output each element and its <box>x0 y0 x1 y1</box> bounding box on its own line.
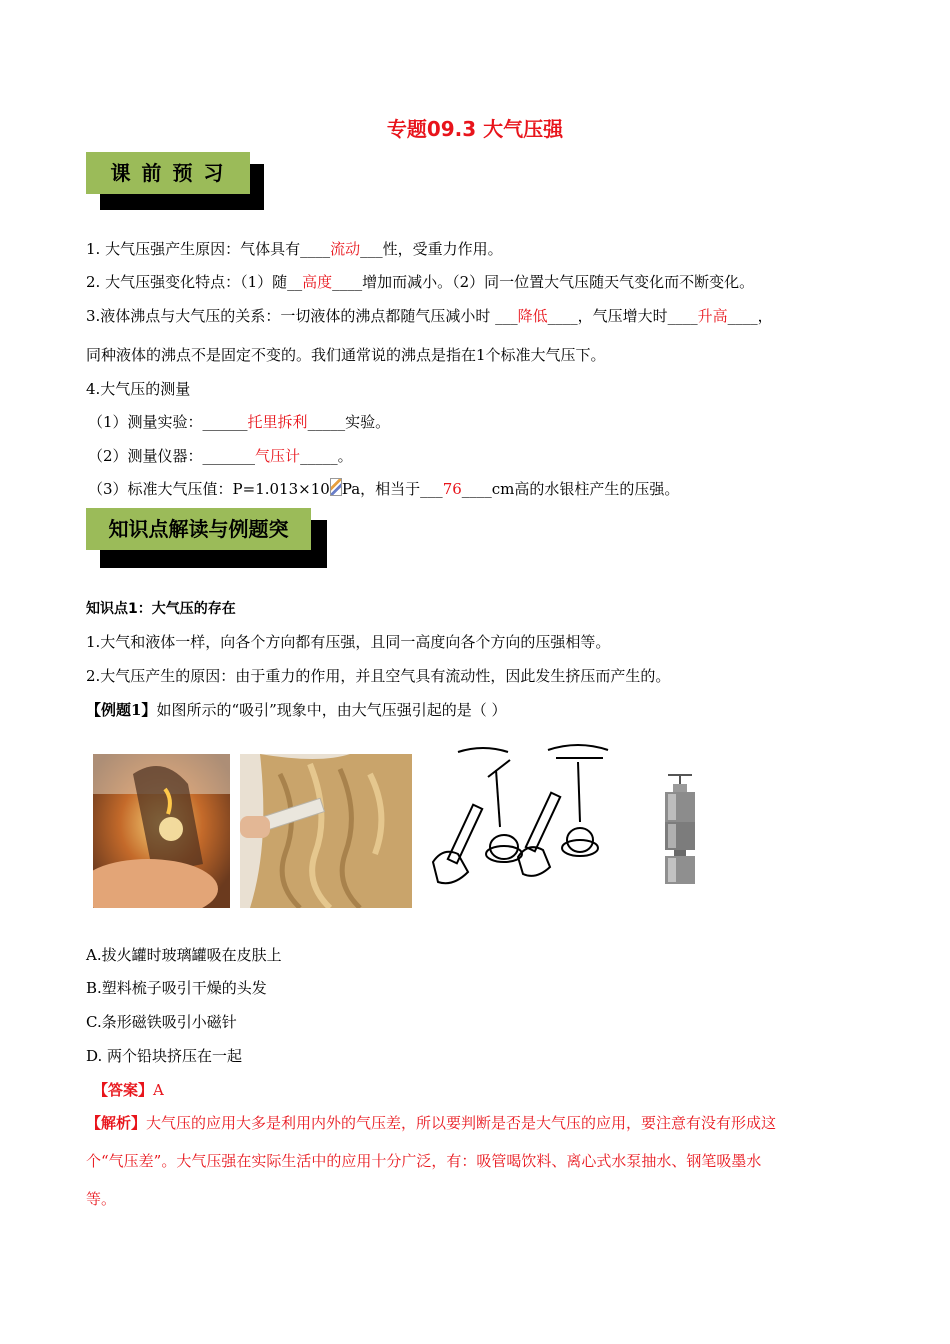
answer-fill: 流动 <box>330 240 361 258</box>
answer-fill: 高度 <box>302 273 333 291</box>
section-header-preview <box>86 152 266 212</box>
answer-fill: 升高 <box>697 307 728 325</box>
section-label: 知识点解读与例题突 <box>86 508 311 550</box>
option-c: C.条形磁铁吸引小磁针 <box>86 1013 237 1031</box>
section-header-knowledge <box>86 508 331 568</box>
answer-fill: 气压计 <box>255 447 301 465</box>
answer-fill: 托里拆利 <box>247 413 308 431</box>
magnet-needle-drawing <box>428 742 620 892</box>
answer: 【答案】A <box>93 1081 164 1099</box>
preview-line-1: 1. 大气压强产生原因：气体具有____流动___性，受重力作用。 <box>86 240 503 258</box>
section-label: 课 前 预 习 <box>86 152 250 194</box>
knowledge-heading: 知识点1：大气压的存在 <box>86 601 236 617</box>
preview-line-4: 4.大气压的测量 <box>86 380 191 398</box>
preview-line-2: 2. 大气压强变化特点：（1）随__高度____增加而减小。（2）同一位置大气压随天气变化而不断变化。 <box>86 273 755 291</box>
answer-fill: 降低 <box>517 307 548 325</box>
exponent-image <box>330 478 342 496</box>
page-title: 专题09.3 大气压强 <box>386 117 564 141</box>
preview-line-3b: 同种液体的沸点不是固定不变的。我们通常说的沸点是指在1个标准大气压下。 <box>86 346 606 364</box>
preview-line-6: （2）测量仪器：_______气压计_____。 <box>88 447 353 465</box>
analysis-line-2: 个“气压差”。大气压强在实际生活中的应用十分广泛，有：吸管喝饮料、离心式水泵抽水、钢笔吸墨水 <box>86 1152 762 1170</box>
analysis-line-1: 【解析】大气压的应用大多是利用内外的气压差，所以要判断是否是大气压的应用，要注意有没有形成这 <box>86 1114 777 1132</box>
option-a: A.拔火罐时玻璃罐吸在皮肤上 <box>86 946 282 964</box>
knowledge-point-2: 2.大气压产生的原因：由于重力的作用，并且空气具有流动性，因此发生挤压而产生的。 <box>86 667 671 685</box>
cupping-photo <box>93 754 230 908</box>
example-question: 【例题1】如图所示的“吸引”现象中，由大气压强引起的是（ ） <box>86 701 507 719</box>
preview-line-7: （3）标准大气压值：P=1.013×10 Pa，相当于___76____cm高的水银柱产生的压强。 <box>88 480 680 498</box>
lead-blocks-drawing <box>660 772 700 886</box>
comb-hair-photo <box>240 754 412 908</box>
option-d: D. 两个铅块挤压在一起 <box>86 1047 243 1065</box>
option-b: B.塑料梳子吸引干燥的头发 <box>86 979 267 997</box>
preview-line-3: 3.液体沸点与大气压的关系：一切液体的沸点都随气压减小时 ___降低____，气压增大时____升高____， <box>86 307 773 325</box>
knowledge-point-1: 1.大气和液体一样，向各个方向都有压强，且同一高度向各个方向的压强相等。 <box>86 633 611 651</box>
analysis-line-3: 等。 <box>86 1190 117 1208</box>
answer-fill: 76 <box>442 480 462 498</box>
preview-line-5: （1）测量实验：______托里拆利_____实验。 <box>88 413 391 431</box>
